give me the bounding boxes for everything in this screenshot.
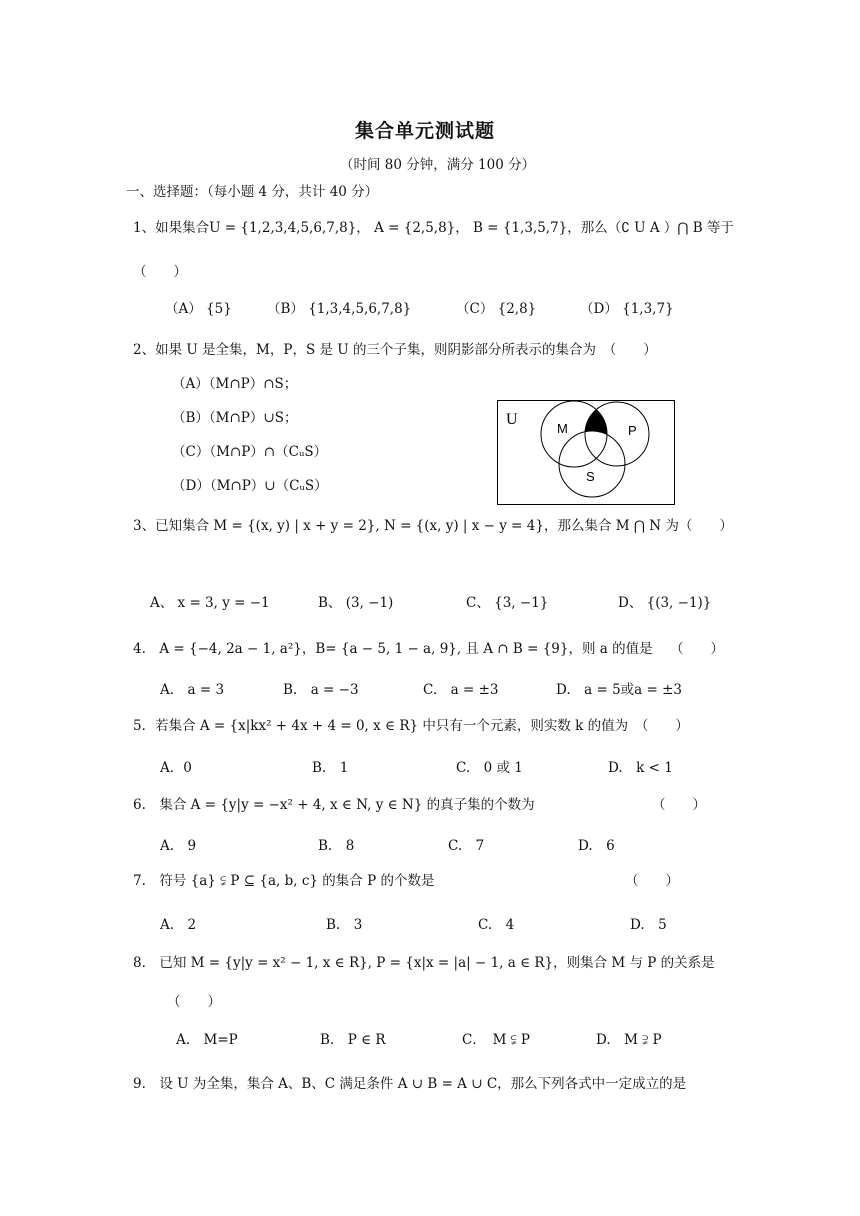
venn-label-p: P bbox=[628, 423, 637, 438]
page-subtitle: （时间 80 分钟，满分 100 分） bbox=[340, 157, 536, 173]
q1-option-a: （A） {5} bbox=[165, 301, 232, 317]
q2-option-a: （A）（M∩P）∩S； bbox=[172, 376, 298, 392]
q7-option-a: A. 2 bbox=[160, 917, 197, 933]
q1-option-b: （B） {1,3,4,5,6,7,8} bbox=[267, 301, 412, 317]
q1-option-c: （C） {2,8} bbox=[456, 301, 537, 317]
q4-option-b: B. a = −3 bbox=[283, 682, 359, 698]
q4-option-a: A. a = 3 bbox=[160, 682, 225, 698]
q8-option-c: C． M ⫋ P bbox=[462, 1032, 531, 1048]
question-8-text: 8. 已知 M = {y|y = x² − 1, x ∈ R}, P = {x|x = |a| − 1, a ∈ R}，则集合 M 与 P 的关系是 bbox=[133, 955, 715, 971]
q3-option-d: D、 {(3, −1)} bbox=[618, 595, 712, 611]
q5-option-c: C. 0 或 1 bbox=[456, 760, 523, 776]
q8-option-a: A. M=P bbox=[176, 1032, 238, 1048]
q6-option-a: A. 9 bbox=[160, 838, 197, 854]
q6-option-b: B. 8 bbox=[318, 838, 355, 854]
q2-option-c: （C）（M∩P）∩（CᵤS） bbox=[172, 444, 328, 460]
q5-option-a: A．0 bbox=[160, 760, 192, 776]
question-7-text: 7. 符号 {a} ⫋ P ⊆ {a, b, c} 的集合 P 的个数是 bbox=[133, 873, 435, 889]
q3-option-b: B、 (3, −1) bbox=[318, 595, 394, 611]
question-7-paren: （ ） bbox=[625, 873, 679, 889]
q8-option-d: D. M ⫌ P bbox=[596, 1032, 662, 1048]
venn-diagram bbox=[497, 400, 675, 506]
question-8-paren: （ ） bbox=[167, 994, 221, 1010]
q1-option-d: （D） {1,3,7} bbox=[580, 301, 674, 317]
question-4-paren: （ ） bbox=[670, 641, 724, 657]
q7-option-d: D. 5 bbox=[630, 917, 667, 933]
venn-label-s: S bbox=[586, 469, 595, 484]
q4-option-c: C. a = ±3 bbox=[423, 682, 499, 698]
venn-label-u: U bbox=[506, 411, 518, 428]
page-title: 集合单元测试题 bbox=[355, 120, 496, 142]
venn-label-m: M bbox=[557, 421, 568, 436]
question-6-text: 6. 集合 A = {y|y = −x² + 4, x ∈ N, y ∈ N} 的真子集的个数为 bbox=[133, 797, 535, 813]
question-6-paren: （ ） bbox=[652, 797, 706, 813]
q3-option-a: A、 x = 3, y = −1 bbox=[150, 595, 270, 611]
section-heading: 一、选择题：（每小题 4 分，共计 40 分） bbox=[126, 184, 379, 200]
q6-option-c: C. 7 bbox=[448, 838, 485, 854]
q8-option-b: B. P ∈ R bbox=[320, 1032, 386, 1048]
q7-option-c: C. 4 bbox=[478, 917, 515, 933]
question-1-text: 1、如果集合U = {1,2,3,4,5,6,7,8}， A = {2,5,8}， B = {1,3,5,7}，那么（∁ U A ）⋂ B 等于 bbox=[133, 220, 734, 236]
question-5-text: 5．若集合 A = {x|kx² + 4x + 4 = 0, x ∈ R} 中只有一个元素，则实数 k 的值为 （ ） bbox=[133, 718, 689, 734]
question-9-text: 9. 设 U 为全集，集合 A、B、C 满足条件 A ∪ B = A ∪ C，那么下列各式中一定成立的是 bbox=[133, 1076, 687, 1092]
q5-option-d: D. k < 1 bbox=[608, 760, 673, 776]
question-3-text: 3、已知集合 M = {(x, y) | x + y = 2}, N = {(x, y) | x − y = 4}，那么集合 M ⋂ N 为（ ） bbox=[133, 518, 733, 534]
q2-option-b: （B）（M∩P）∪S； bbox=[172, 410, 298, 426]
q2-option-d: （D）（M∩P）∪（CᵤS） bbox=[172, 478, 328, 494]
question-4-text: 4. A = {−4, 2a − 1, a²}，B= {a − 5, 1 − a, 9}, 且 A ∩ B = {9}，则 a 的值是 bbox=[133, 641, 653, 657]
q7-option-b: B. 3 bbox=[326, 917, 363, 933]
q3-option-c: C、 {3, −1} bbox=[466, 595, 549, 611]
question-1-paren: （ ） bbox=[133, 264, 187, 280]
q4-option-d: D. a = 5或a = ±3 bbox=[556, 682, 683, 698]
q6-option-d: D. 6 bbox=[578, 838, 615, 854]
q5-option-b: B. 1 bbox=[312, 760, 349, 776]
question-2-text: 2、如果 U 是全集，M，P，S 是 U 的三个子集，则阴影部分所表示的集合为 （ ） bbox=[133, 342, 657, 358]
